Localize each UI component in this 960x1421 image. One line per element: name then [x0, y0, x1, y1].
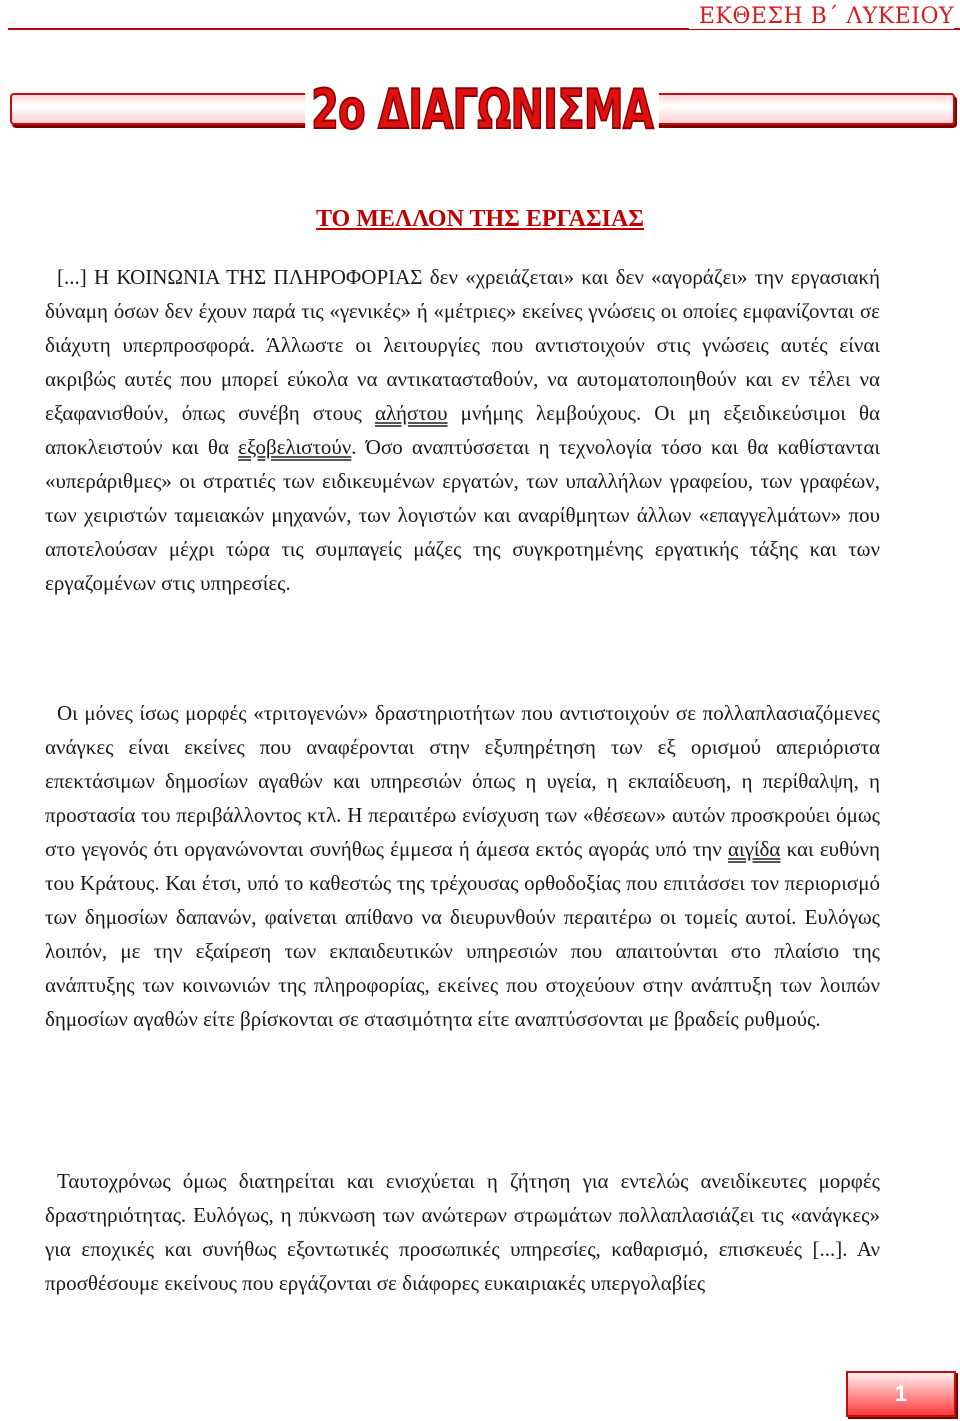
section-title: ΤΟ ΜΕΛΛΟΝ ΤΗΣ ΕΡΓΑΣΙΑΣ [315, 206, 644, 232]
paragraph-2-text: Οι μόνες ίσως μορφές «τριτογενών» δραστηριοτήτων που αντιστοιχούν σε πολλαπλασιαζόμενες ανάγκες είναι εκείνες που αναφέρονται στην εξυπηρέτηση των εξ ορισμού απεριόριστα επεκτάσιμων δημοσίων αγαθών και υπηρεσιών όπως η υγεία, η εκπαίδευση, η περίθαλψη, η προστασία του περιβάλλοντος κτλ. Η περαιτέρω ενίσχυση των «θέσεων» αυτών προσκρούει όμως στο γεγονός ότι οργανώνονται συνήθως έμμεσα ή άμεσα εκτός αγοράς υπό την [45, 701, 880, 861]
paragraph-3 [45, 1164, 880, 1300]
title-banner [10, 78, 955, 141]
page-header [8, 0, 960, 40]
paragraph-1-text: [...] Η ΚΟΙΝΩΝΙΑ ΤΗΣ ΠΛΗΡΟΦΟΡΙΑΣ δεν «χρειάζεται» και δεν «αγοράζει» την εργασιακή δύναμη όσων δεν έχουν παρά τις «γενικές» ή «μέτριες» εκείνες γνώσεις οι οποίες εμφανίζονται σε διάχυτη υπερπροσφορά. Άλλωστε οι λειτουργίες που αντιστοιχούν στις γνώσεις αυτές είναι ακριβώς αυτές που μπορεί εύκολα να αντικατασταθούν, να αυτοματοποιηθούν και εν τέλει να εξαφανισθούν, όπως συνέβη στους [45, 265, 880, 425]
paragraph-2-text: και ευθύνη του Κράτους. Και έτσι, υπό το καθεστώς της τρέχουσας ορθοδοξίας που επιτάσσει τον περιορισμό των δημοσίων δαπανών, φαίνεται απίθανο να διευρυνθούν περαιτέρω οι τομείς αυτοί. Ευλόγως λοιπόν, με την εξαίρεση των εκπαιδευτικών υπηρεσιών που απαιτούνται στο πλαίσιο της ανάπτυξης των κοινωνιών της πληροφορίας, εκείνες που στοχεύουν στην ανάπτυξη των λοιπών δημοσίων αγαθών είτε βρίσκονται σε στασιμότητα είτε αναπτύσσονται με βραδείς ρυθμούς. [45, 837, 881, 1031]
header-title: ΕΚΘΕΣΗ Β΄ ΛΥΚΕΙΟΥ [689, 4, 954, 29]
paragraph-2 [45, 696, 880, 1036]
paragraph-1-text: . Όσο αναπτύσσεται η τεχνολογία τόσο και θα καθίστανται «υπεράριθμες» οι στρατιές των ειδικευμένων εργατών, των υπαλλήλων γραφείου, των γραφέων, των χειριστών ταμειακών μηχανών, των λογιστών και αναρίθμητων άλλων «επαγγελμάτων» που αποτελούσαν μέχρι τώρα τις συμπαγείς μάζες της συγκροτημένης εργατικής τάξης και των εργαζομένων στις υπηρεσίες. [45, 435, 880, 595]
paragraph-3-text: Ταυτοχρόνως όμως διατηρείται και ενισχύεται η ζήτηση για εντελώς ανειδίκευτες μορφές δραστηριότητας. Ευλόγως, η πύκνωση των ανώτερων στρωμάτων πολλαπλασιάζει τις «ανάγκες» για εποχικές και συνήθως εξοντωτικές προσωπικές υπηρεσίες, καθαρισμό, επισκευές [...]. Αν προσθέσουμε εκείνους που εργάζονται σε διάφορες ευκαιριακές υπεργολαβίες [45, 1169, 880, 1295]
page-number: 1 [846, 1371, 956, 1417]
underlined-word: εξοβελιστούν [238, 435, 352, 459]
underlined-word: αλήστου [374, 401, 448, 425]
underlined-word: αιγίδα [727, 837, 781, 861]
paragraph-1 [45, 260, 880, 600]
paragraph-1-text: μνήμης λεμβούχους. Οι μη εξειδικεύσιμοι θα αποκλειστούν και θα [45, 401, 881, 459]
banner-title: 2ο ΔΙΑΓΩΝΙΣΜΑ [306, 83, 660, 137]
